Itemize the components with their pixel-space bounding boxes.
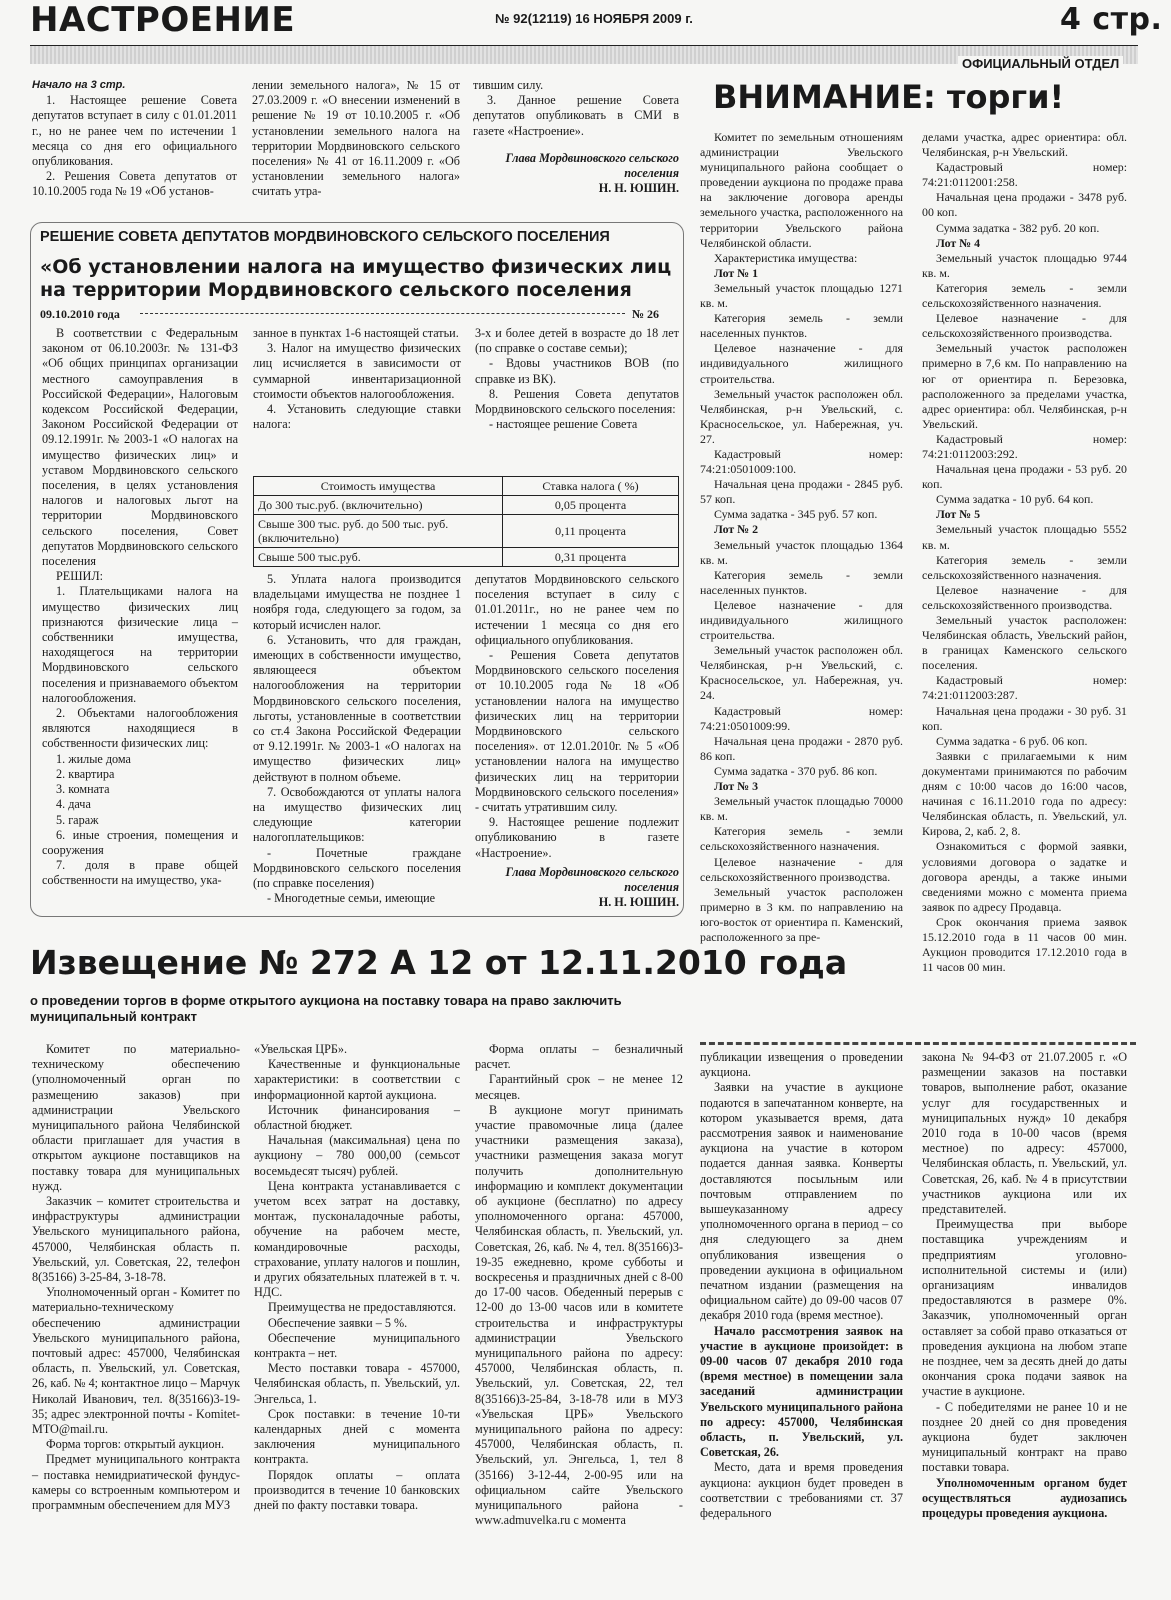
paragraph: 1. Настоящее решение Совета депутатов вступает в силу с 01.01.2011 г., но не ранее чем по истечении 1 месяца со дня его официального опубликования.: [32, 93, 237, 169]
decision-col-3-bottom: [475, 572, 679, 910]
table-cell: До 300 тыс.руб. (включительно): [254, 496, 503, 515]
notice-col-3: [475, 1042, 683, 1529]
paragraph: закона № 94-ФЗ от 21.07.2005 г. «О размещении заказов на поставки товаров, выполнение работ, оказание услуг для государственных и муниципальных нужд» 10 декабря 2010 года в 10-00 часов (время местное) по адресу: 457000, Челябинская область, п. Увельский, ул. Советская, 26, каб. № 4 в присутствии участников аукциона или их представителей.: [922, 1050, 1127, 1217]
list-item: 3. комната: [56, 782, 110, 797]
paragraph: занное в пунктах 1-6 настоящей статьи.: [253, 326, 459, 340]
paragraph: Начало рассмотрения заявок на участие в аукционе произойдет: в 09-00 часов 07 декабря 2010 года (время местное) в помещении зала заседаний администрации Увельского муниципального района по адресу: 457000, Челябинская область, п. Увельский, ул. Советская, 26.: [700, 1323, 903, 1460]
paragraph: 6. Установить, что для граждан, имеющих в собственности имущество, являющееся объектом налогообложения на территории Мордвиновского сельского поселения, льготы, установленные в соответствии со ст.4 Закона Российской Федерации от 9.12.1991г. № 2003-1 «О налогах на имущество физических лиц» действуют в полном объеме.: [253, 632, 461, 784]
table-cell: 0,31 процента: [503, 548, 679, 567]
paragraph: Комитет по материально-техническому обеспечению (уполномоченный орган по размещению заказов) при администрации Увельского муниципального района Челябинской области приглашает для участия в открытом аукционе поставщиков на поставку товара для муниципальных нужд.: [32, 1042, 240, 1193]
notice-col-5: [922, 1050, 1127, 1521]
table-cell: 0,11 процента: [503, 515, 679, 548]
paragraph: Категория земель - земли сельскохозяйственного назначения.: [700, 824, 903, 854]
paragraph: Сумма задатка - 345 руб. 57 коп.: [714, 507, 878, 522]
paragraph: Уполномоченный орган - Комитет по материально-техническому обеспечению администрации Увельского муниципального района, почтовый адрес: 457000, Челябинская область, п. Увельский, ул. Советская, 26, каб. № 4; контактное лицо – Марчук Николай Иванович, тел. 8(35166)3-19-35; адрес электронной почты - Komitet-MTO@mail.ru.: [32, 1285, 240, 1437]
paragraph: Земельный участок расположен обл. Челябинская, р-н Увельский, с. Красносельское, ул. Набережная, уч. 27.: [700, 386, 903, 446]
paragraph: - Вдовы участников ВОВ (по справке из ВК).: [475, 356, 679, 386]
auction-title: ВНИМАНИЕ: торги!: [713, 78, 1065, 116]
lot-heading: Лот № 3: [714, 779, 759, 794]
table-cell: 0,05 процента: [503, 496, 679, 515]
lot-heading: Лот № 1: [714, 265, 759, 280]
paragraph: Начальная цена продажи - 2845 руб. 57 коп.: [700, 477, 903, 507]
paragraph: РЕШИЛ:: [56, 569, 103, 584]
paragraph: Форма оплаты – безналичный расчет.: [475, 1042, 683, 1072]
paragraph: «Увельская ЦРБ».: [254, 1042, 348, 1056]
paragraph: Кадастровый номер: 74:21:0112001:258.: [922, 160, 1127, 190]
paragraph: Земельный участок площадью 1271 кв. м.: [700, 280, 903, 311]
decision-col-1: [42, 326, 238, 889]
paragraph: тившим силу.: [473, 78, 544, 92]
paragraph: В аукционе могут принимать участие правомочные лица (далее участники размещения заказа), участники размещения заказа могут получить дополнительную информацию и комплект документации об аукционе (бесплатно) по адресу уполномоченного органа: 457000, Челябинская область, п. Увельский, ул. Советская, 26, каб. № 4, тел. 8(35166)3-19-35 ежедневно, кроме субботы и воскресенья и праздничных дней с 8-00 до 17-00 часов. Обеденный перерыв с 12-00 до 13-00 часов или в комитете строительства и инфраструктуры администрации Увельского муниципального района по адресу: 457000, Челябинская область, п. Увельский, ул. Советская, 22, тел 8(35166)3-25-84, 3-18-78 или в МУЗ «Увельская ЦРБ» Увельского муниципального района по адресу: 457000, Челябинская область, п. Увельский, ул. Энгельса, 1, тел 8 (35166) 3-12-44, 2-00-95 или на официальном сайте Увельского муниципального района - www.admuvelka.ru с момента: [475, 1102, 683, 1528]
paragraph: Целевое назначение - для индивидуального жилищного строительства.: [700, 597, 903, 643]
paragraph: Предмет муниципального контракта – поставка немидриатической фундус-камеры со встроенным компьютером и программным обеспечением для МУЗ: [32, 1452, 240, 1513]
paragraph: 1. Плательщиками налога на имущество физических лиц признаются физические лица – собственники имущества, находящегося на территории Мордвиновского сельского поселения и признаваемого объектом налогообложения.: [42, 584, 238, 705]
paragraph: 2. Объектами налогообложения являются находящиеся в собственности физических лиц:: [42, 706, 238, 751]
paragraph: Уполномоченным органом будет осуществляться аудиозапись процедуры проведения аукциона.: [922, 1475, 1127, 1521]
notice-subtitle: о проведении торгов в форме открытого аукциона на поставку товара на право заключить муниципальный контракт: [30, 993, 622, 1024]
paragraph: Целевое назначение - для сельскохозяйственного производства.: [922, 311, 1127, 341]
signature-name: Н. Н. ЮШИН.: [598, 181, 679, 196]
paragraph: Качественные и функциональные характеристики: в соответствии с информационной картой аукциона.: [254, 1057, 460, 1102]
lot-heading: Лот № 4: [936, 235, 981, 250]
paragraph: публикации извещения о проведении аукциона.: [700, 1050, 903, 1080]
paragraph: 8. Решения Совета депутатов Мордвиновского сельского поселения:: [475, 386, 679, 417]
paragraph: 5. Уплата налога производится владельцами имущества не позднее 1 ноября года, следующего за годом, за который исчислен налог.: [253, 572, 461, 632]
paragraph: Кадастровый номер: 74:21:0112003:287.: [922, 673, 1127, 703]
notice-col-4: [700, 1050, 903, 1521]
decision-number: № 26: [632, 307, 660, 321]
paragraph: Земельный участок площадью 1364 кв. м.: [700, 537, 903, 567]
paragraph: 9. Настоящее решение подлежит опубликованию в газете «Настроение».: [475, 815, 679, 860]
paragraph: Начальная (максимальная) цена по аукциону – 780 000,00 (семьсот восемьдесят тысяч) рублей.: [254, 1133, 460, 1178]
paragraph: Целевое назначение - для индивидуального жилищного строительства.: [700, 341, 903, 386]
paragraph: Начальная цена продажи - 30 руб. 31 коп.: [922, 703, 1127, 733]
issue-info: № 92(12119) 16 НОЯБРЯ 2009 г.: [495, 11, 693, 26]
paragraph: Земельный участок площадью 5552 кв. м.: [922, 522, 1127, 552]
paragraph: Преимущества не предоставляются.: [268, 1300, 457, 1315]
lot-heading: Лот № 5: [936, 507, 981, 522]
paragraph: Форма торгов: открытый аукцион.: [46, 1437, 225, 1452]
column-header: Стоимость имущества: [254, 477, 503, 496]
section-title: НАСТРОЕНИЕ: [30, 0, 296, 40]
paragraph: - Многодетные семьи, имеющие: [267, 891, 436, 906]
tax-rate-table: [253, 476, 679, 567]
notice-divider: [700, 1042, 1136, 1045]
paragraph: Обеспечение заявки – 5 %.: [268, 1315, 408, 1330]
page-number: 4 стр.: [1060, 2, 1163, 37]
paragraph: Сумма задатка - 10 руб. 64 коп.: [936, 492, 1094, 507]
auction-col-1: [700, 130, 903, 945]
paragraph: Начальная цена продажи - 2870 руб. 86 коп.: [700, 733, 903, 763]
paragraph: Кадастровый номер: 74:21:0501009:100.: [700, 446, 903, 477]
table-cell: Свыше 500 тыс.руб.: [254, 548, 503, 567]
paragraph: Земельный участок расположен примерно в 7,6 км. По направлению на юг от ориентира п. Березовка, расположенного за пределами участка, адрес ориентира: обл. Челябинская, р-н Увельский.: [922, 341, 1127, 431]
paragraph: Кадастровый номер: 74:21:0112003:292.: [922, 431, 1127, 461]
paragraph: Место, дата и время проведения аукциона: аукцион будет проведен в соответствии с требованиями ст. 37 федерального: [700, 1460, 903, 1521]
signature-title: Глава Мордвиновского сельского поселения: [505, 864, 679, 895]
department-label: ОФИЦИАЛЬНЫЙ ОТДЕЛ: [958, 56, 1123, 71]
paragraph: Сумма задатка - 6 руб. 06 коп.: [936, 733, 1088, 748]
decision-title: «Об установлении налога на имущество физических лиц на территории Мордвиновского сельского поселения: [40, 256, 672, 301]
column-header: Ставка налога ( %): [503, 477, 679, 496]
paragraph: Заявки с прилагаемыми к ним документами принимаются по рабочим дням с 10:00 часов до 16:00 часов, начиная с 16.11.2010 года по адресу: Челябинская область, п. Увельский, ул. Кирова, 2, каб. 2, 8.: [922, 748, 1127, 839]
paragraph: Категория земель - земли населенных пунктов.: [700, 311, 903, 341]
paragraph: Обеспечение муниципального контракта – нет.: [254, 1330, 460, 1361]
paragraph: - настоящее решение Совета: [489, 417, 638, 432]
list-item: 1. жилые дома: [56, 751, 131, 766]
paragraph: 4. Установить следующие ставки налога:: [253, 402, 461, 432]
paragraph: Сумма задатка - 370 руб. 86 коп.: [714, 763, 878, 778]
table-row: [254, 548, 679, 567]
paragraph: Заявки на участие в аукционе подаются в запечатанном конверте, на котором указывается время, дата рассмотрения заявок и наименование аукциона на участие в котором подается данная заявка. Конверты доставляются посыльным или почтовым отправлением по вышеуказанному адресу уполномоченного органа в период – со дня следующего за днем опубликования извещения о проведении аукциона в официальном печатном издании (размещения на официальном сайте) до 09-00 часов 07 декабря 2010 года (время местное).: [700, 1080, 903, 1323]
paragraph: Земельный участок площадью 70000 кв. м.: [700, 794, 903, 824]
paragraph: - Решения Совета депутатов Мордвиновского сельского поселения от 10.10.2005 года № 18 «Об установлении налога на имущество физических лиц на территории Мордвиновского сельского поселения». от 12.01.2010г. № 5 «Об установлении налога на имущество физических лиц на территории Мордвиновского сельского поселения» - считать утратившим силу.: [475, 648, 679, 815]
paragraph: Целевое назначение - для сельскохозяйственного производства.: [922, 582, 1127, 612]
list-item: 5. гараж: [56, 812, 99, 827]
paragraph: Земельный участок расположен примерно в 3 км. по направлению на юго-восток от ориентира п. Каменский, расположенного за пре-: [700, 884, 903, 944]
paragraph: - С победителями не ранее 10 и не позднее 20 дней со дня проведения аукциона будет заключен муниципальный контракт на право поставки товара.: [922, 1399, 1127, 1475]
paragraph: 3-х и более детей в возрасте до 18 лет (по справке о составе семьи);: [475, 326, 679, 356]
paragraph: Гарантийный срок – не менее 12 месяцев.: [475, 1072, 683, 1102]
paragraph: Кадастровый номер: 74:21:0501009:99.: [700, 703, 903, 733]
list-item: 7. доля в праве общей собственности на имущество, ука-: [42, 858, 238, 888]
table-header-row: [254, 477, 679, 496]
paragraph: Характеристика имущества:: [714, 250, 858, 265]
paragraph: Порядок оплаты – оплата производится в течение 10 банковских дней по факту поставки товара.: [254, 1467, 460, 1513]
table-row: [254, 515, 679, 548]
paragraph: Ознакомиться с формой заявки, условиями договора о задатке и договора аренды, а также иными сведениями можно с момента приема заявок по адресу Продавца.: [922, 839, 1127, 914]
paragraph: депутатов Мордвиновского сельского поселения вступает в силу с 01.01.2011г., но не ранее чем по истечении 1 месяца со дня его официального опубликования.: [475, 572, 679, 647]
auction-col-2: [922, 130, 1127, 975]
paragraph: Целевое назначение - для сельскохозяйственного производства.: [700, 854, 903, 884]
paragraph: 2. Решения Совета депутатов от 10.10.2005 года № 19 «Об установ-: [32, 169, 237, 199]
list-item: 2. квартира: [56, 766, 115, 781]
decision-kicker: РЕШЕНИЕ СОВЕТА ДЕПУТАТОВ МОРДВИНОВСКОГО СЕЛЬСКОГО ПОСЕЛЕНИЯ: [40, 229, 610, 245]
paragraph: Преимущества при выборе поставщика учреждениям и предприятиям уголовно-исполнительной системы и (или) организациям инвалидов предоставляются в размере 0%. Заказчик, уполномоченный орган оставляет за собой право отказаться от проведения аукциона на любом этапе не позднее, чем за десять дней до даты окончания срока подачи заявок на участие в аукционе.: [922, 1217, 1127, 1399]
table-row: [254, 496, 679, 515]
paragraph: Источник финансирования – областной бюджет.: [254, 1102, 460, 1133]
paragraph: Земельный участок площадью 9744 кв. м.: [922, 250, 1127, 280]
paragraph: 7. Освобождаются от уплаты налога на имущество физических лиц следующие категории налогоплательщиков:: [253, 784, 461, 845]
notice-title: Извещение № 272 А 12 от 12.11.2010 года: [30, 943, 848, 982]
signature-name: Н. Н. ЮШИН.: [598, 895, 679, 910]
paragraph: лении земельного налога», № 15 от 27.03.2009 г. «О внесении изменений в решение № 19 от 10.10.2005 г. «Об установлении земельного налога на территории Мордвиновского сельского поселения» № 41 от 16.11.2009 г. «Об установлении земельного налога» считать утра-: [252, 78, 460, 199]
lot-heading: Лот № 2: [714, 522, 759, 537]
paragraph: Начальная цена продажи - 3478 руб. 00 коп.: [922, 190, 1127, 220]
paragraph: Сумма задатка - 382 руб. 20 коп.: [936, 220, 1100, 235]
paragraph: Начальная цена продажи - 53 руб. 20 коп.: [922, 462, 1127, 492]
paragraph: Земельный участок расположен: Челябинская область, Увельский район, в границах Каменского сельского поселения.: [922, 613, 1127, 673]
paragraph: Категория земель - земли сельскохозяйственного назначения.: [922, 552, 1127, 582]
paragraph: Заказчик – комитет строительства и инфраструктуры администрации Увельского муниципального района, 457000, Челябинская область п. Увельский, ул. Советская, 22, телефон 8(35166) 3-25-84, 3-18-78.: [32, 1194, 240, 1285]
signature-title: Глава Мордвиновского сельского поселения: [505, 150, 679, 181]
paragraph: Срок окончания приема заявок 15.12.2010 года в 11 часов 00 мин. Аукцион проводится 17.12.2010 года в 11 часов 00 мин.: [922, 914, 1127, 975]
decision-date: 09.10.2010 года: [40, 307, 120, 321]
paragraph: В соответствии с Федеральным законом от 06.10.2003г. № 131-ФЗ «Об общих принципах организации местного самоуправления в Российской Федерации», Налоговым кодексом Российской Федерации, Законом Российской Федерации от 09.12.1991г. № 2003-1 «О налогах на имущество физических лиц» и уставом Мордвиновского сельского поселения, в целях установления налогов и налоговых льгот на территории Мордвиновского сельского поселения, Совет депутатов Мордвиновского сельского поселения: [42, 326, 238, 569]
paragraph: делами участка, адрес ориентира: обл. Челябинская, р-н Увельский.: [922, 130, 1127, 160]
list-item: 6. иные строения, помещения и сооружения: [42, 827, 238, 857]
continued-col-1: [32, 78, 237, 200]
paragraph: Срок поставки: в течение 10-ти календарных дней с момента заключения муниципального контракта.: [254, 1406, 460, 1467]
continued-col-3: [473, 78, 679, 196]
table-cell: Свыше 300 тыс. руб. до 500 тыс. руб. (включительно): [254, 515, 503, 548]
date-rule: [140, 313, 625, 314]
paragraph: - Почетные граждане Мордвиновского сельского поселения (по справке поселения): [253, 845, 461, 891]
paragraph: Категория земель - земли населенных пунктов.: [700, 567, 903, 597]
paragraph: Место поставки товара - 457000, Челябинская область, п. Увельский, ул. Энгельса, 1.: [254, 1361, 460, 1406]
paragraph: Комитет по земельным отношениям администрации Увельского муниципального района сообщает о проведении аукциона по продаже права на заключение договора аренды земельного участка, расположенного на территории Увельского района Челябинской области.: [700, 130, 903, 250]
paragraph: Категория земель - земли сельскохозяйственного назначения.: [922, 280, 1127, 311]
decision-col-2-top: [253, 326, 461, 432]
paragraph: Цена контракта устанавливается с учетом всех затрат на доставку, монтаж, пусконаладочные работы, обучение на рабочем месте, командировочные расходы, страхование, уплату налогов и пошлин, и других обязательных платежей в т. ч. НДС.: [254, 1178, 460, 1300]
paragraph: 3. Данное решение Совета депутатов опубликовать в СМИ в газете «Настроение».: [473, 93, 679, 138]
decision-col-2-bottom: [253, 572, 461, 906]
continued-col-2: [252, 78, 460, 200]
list-item: 4. дача: [56, 797, 91, 812]
continued-lead: Начало на 3 стр.: [32, 79, 126, 91]
notice-col-1: [32, 1042, 240, 1513]
paragraph: Земельный участок расположен обл. Челябинская, р-н Увельский, с. Красносельское, ул. Набережная, уч. 24.: [700, 643, 903, 703]
decision-col-3-top: [475, 326, 679, 432]
notice-col-2: [254, 1042, 460, 1513]
paragraph: 3. Налог на имущество физических лиц исчисляется в зависимости от суммарной инвентаризационной стоимости объектов налогообложения.: [253, 341, 461, 401]
header-rule: [30, 45, 1138, 46]
